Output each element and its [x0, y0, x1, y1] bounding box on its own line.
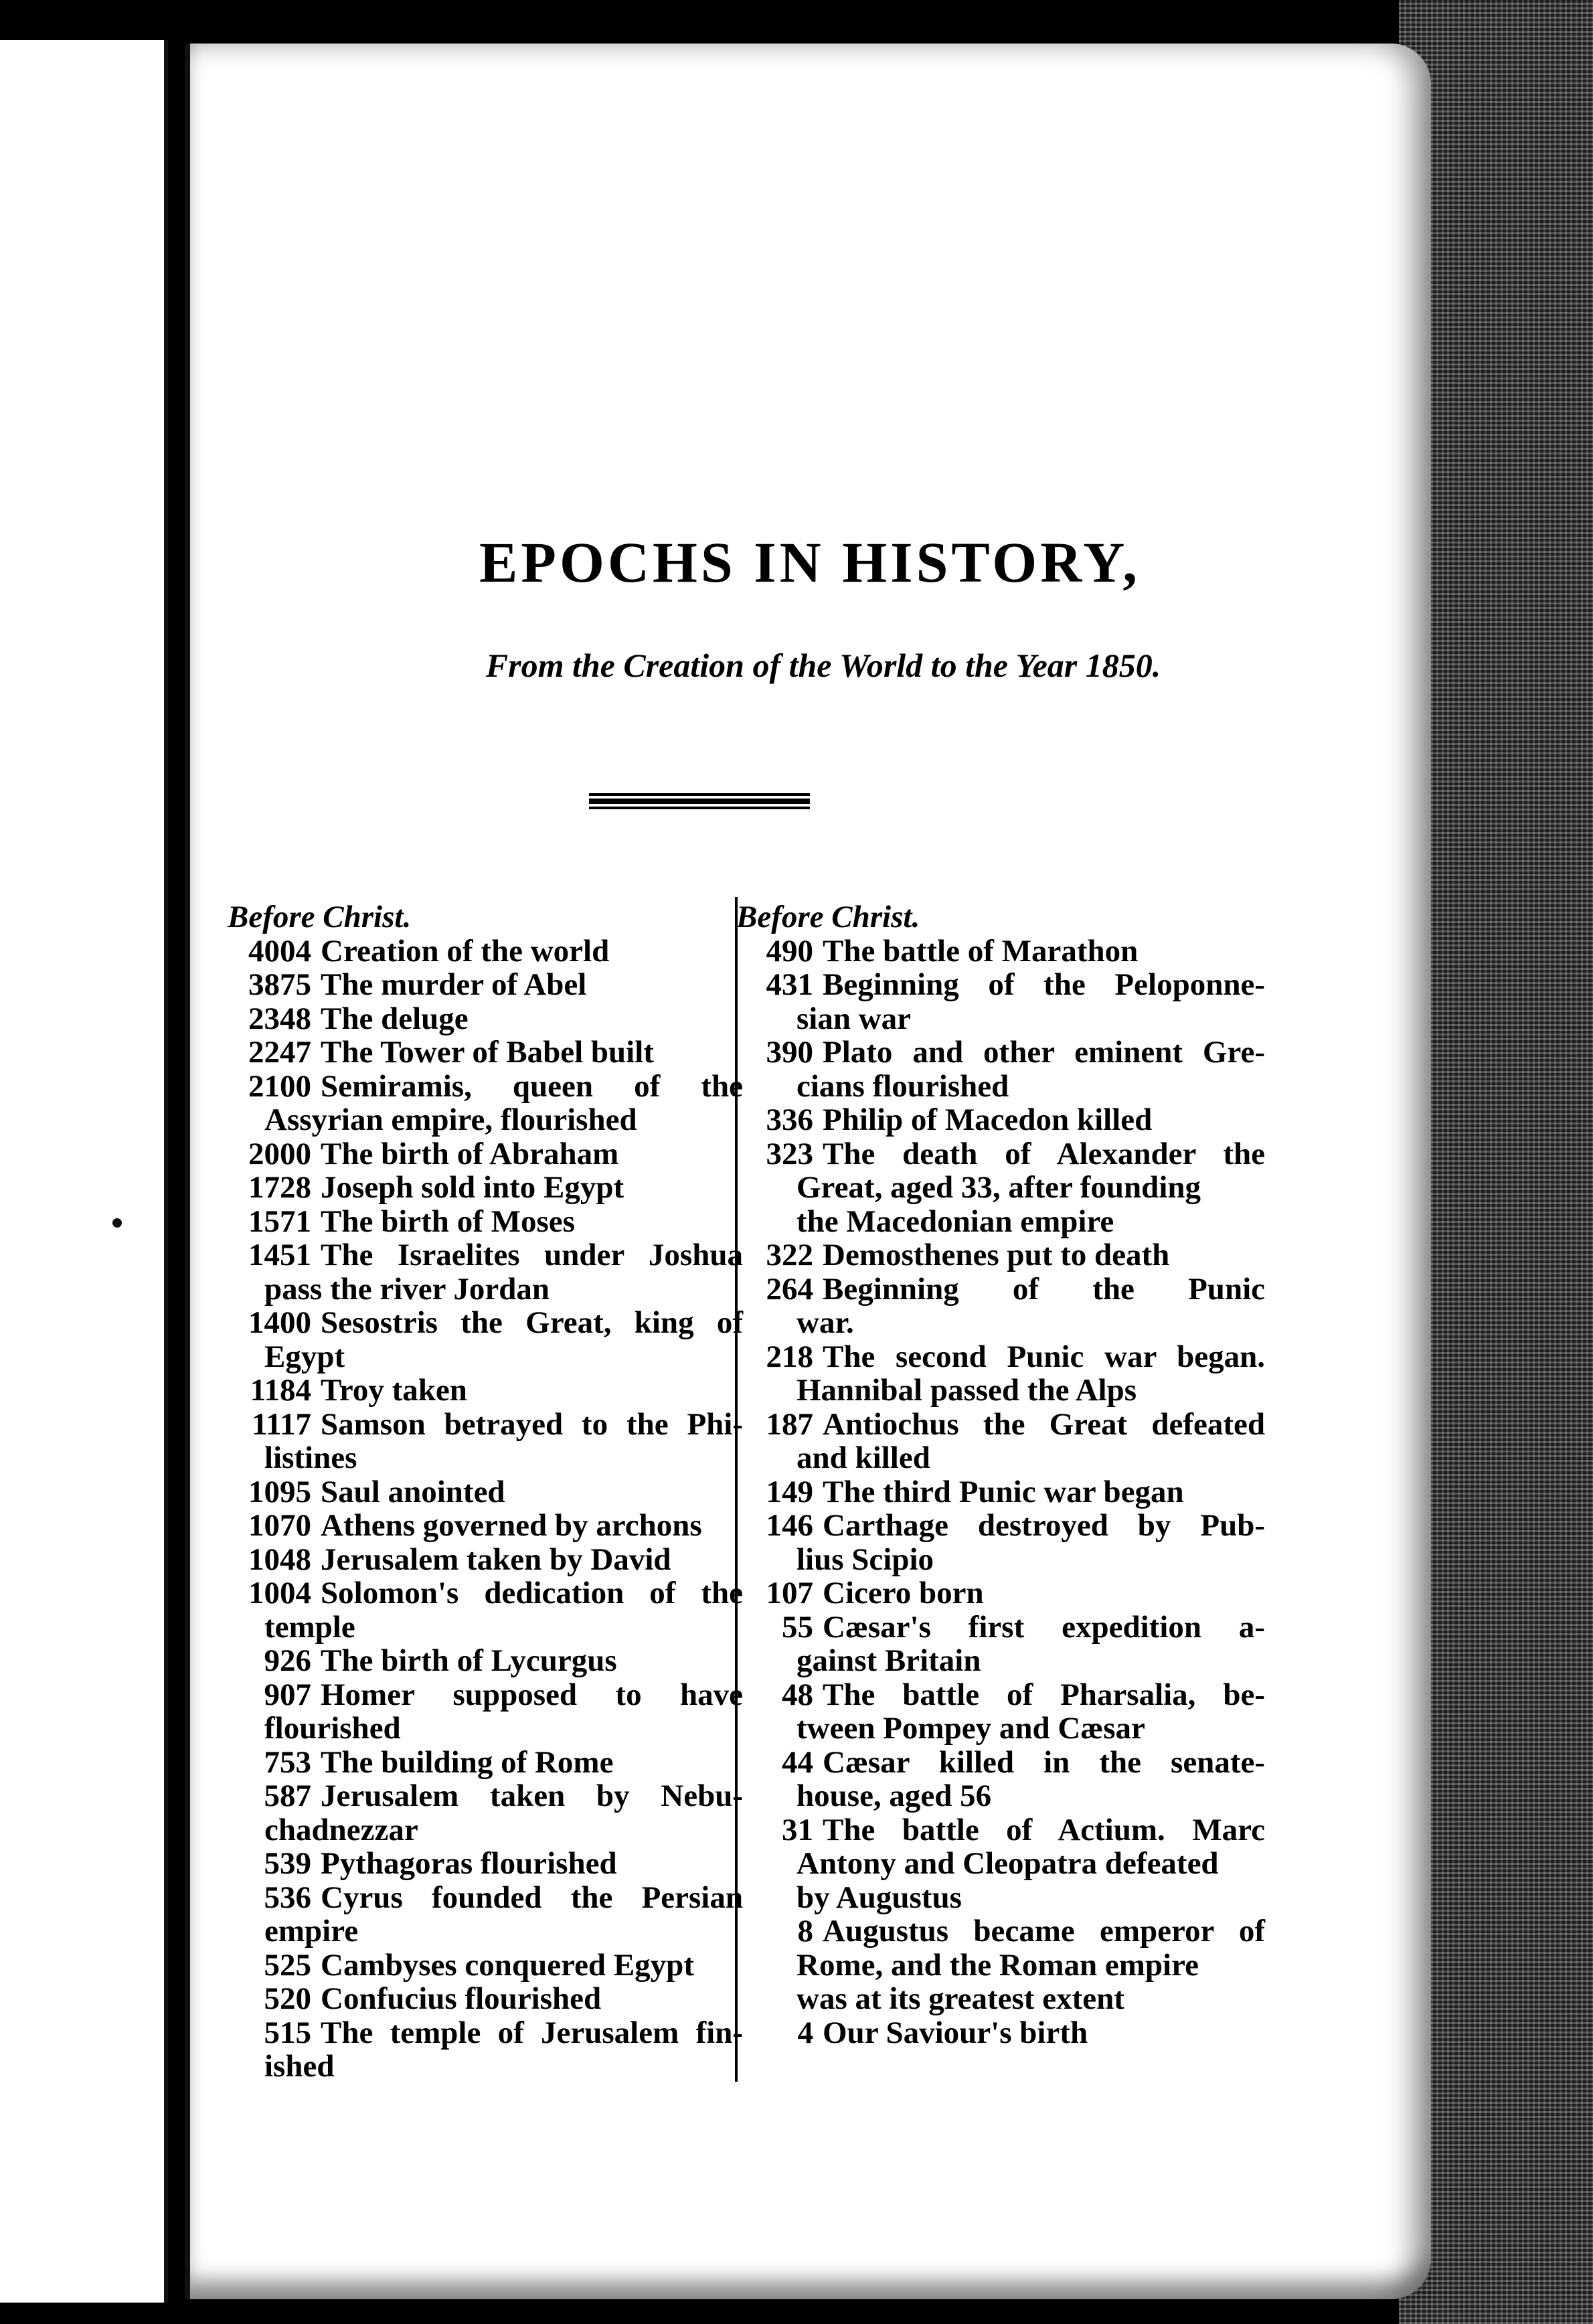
timeline-entry	[736, 1475, 1265, 1509]
entry-first-line	[736, 1340, 1265, 1374]
entry-year: 1004	[248, 1576, 311, 1610]
entry-text: Samson betrayed to the Phi-	[321, 1406, 743, 1442]
entry-year: 1070	[248, 1508, 311, 1543]
entry-year: 1048	[248, 1542, 311, 1577]
entry-first-line	[736, 1813, 1265, 1847]
timeline-entry	[228, 1137, 743, 1171]
entry-first-line	[228, 934, 743, 969]
entry-continuation: chadnezzar	[264, 1812, 418, 1847]
entry-year: 322	[766, 1238, 813, 1272]
entry-text: The temple of Jerusalem fin-	[321, 2015, 743, 2050]
timeline-entry	[228, 1205, 743, 1239]
entry-continuation: flourished	[264, 1711, 401, 1746]
timeline-entry	[228, 1306, 743, 1374]
entry-continuation: was at its greatest extent	[796, 1981, 1124, 2016]
entry-first-line	[228, 1035, 743, 1070]
timeline-entry	[736, 1137, 1265, 1239]
entry-text: Cicero born	[823, 1576, 984, 1610]
page-title: EPOCHS IN HISTORY,	[479, 530, 1141, 594]
entry-text: The battle of Actium. Marc	[823, 1812, 1265, 1847]
entry-first-line	[736, 1914, 1265, 1948]
entry-year: 1117	[252, 1406, 311, 1442]
timeline-entry	[736, 1576, 1265, 1610]
decorative-rule	[589, 793, 810, 811]
entry-continuation: Great, aged 33, after founding	[796, 1170, 1201, 1205]
entry-text: Saul anointed	[321, 1474, 505, 1509]
entry-text: Troy taken	[321, 1373, 467, 1408]
entry-text: The building of Rome	[321, 1744, 614, 1780]
entry-text: Pythagoras flourished	[321, 1846, 617, 1881]
entry-first-line	[228, 1238, 743, 1272]
entry-text: The Tower of Babel built	[321, 1035, 654, 1070]
entry-list	[228, 934, 743, 2084]
facing-page-edge	[0, 40, 168, 2303]
entry-text: Confucius flourished	[321, 1981, 602, 2016]
timeline-entry	[736, 1509, 1265, 1576]
timeline-entry	[228, 934, 743, 969]
entry-continuation: lius Scipio	[796, 1542, 934, 1577]
entry-text: Philip of Macedon killed	[823, 1102, 1153, 1137]
entry-continuation: and killed	[796, 1440, 930, 1475]
entry-first-line	[736, 1746, 1265, 1780]
entry-year: 2000	[248, 1136, 311, 1171]
timeline-entry	[228, 1881, 743, 1948]
entry-text: Cæsar killed in the senate-	[823, 1744, 1265, 1780]
entry-first-line	[736, 1576, 1265, 1610]
timeline-entry	[228, 1238, 743, 1306]
entry-first-line	[228, 1070, 743, 1104]
column-heading: Before Christ.	[228, 900, 412, 934]
entry-year: 515	[264, 2015, 311, 2050]
timeline-entry	[736, 1272, 1265, 1340]
entry-year: 520	[264, 1981, 311, 2016]
entry-year: 1728	[248, 1170, 311, 1205]
entry-year: 146	[766, 1508, 813, 1543]
entry-text: Cambyses conquered Egypt	[321, 1947, 694, 1983]
entry-continuation: pass the river Jordan	[264, 1271, 550, 1307]
entry-text: The second Punic war began.	[823, 1339, 1265, 1374]
entry-continuation: listines	[264, 1440, 357, 1475]
entry-first-line	[228, 1576, 743, 1610]
entry-year: 390	[766, 1035, 813, 1070]
entry-year: 926	[264, 1643, 311, 1678]
entry-year: 1095	[248, 1474, 311, 1509]
timeline-entry	[228, 1948, 743, 1983]
timeline-entry	[736, 1610, 1265, 1678]
entry-year: 431	[766, 967, 813, 1002]
entry-year: 8	[797, 1914, 813, 1948]
ink-speck	[112, 1218, 122, 1228]
entry-continuation: temple	[264, 1609, 355, 1645]
entry-first-line	[736, 1678, 1265, 1712]
entry-year: 539	[264, 1846, 311, 1881]
entry-text: The birth of Moses	[321, 1204, 575, 1239]
entry-first-line	[736, 1408, 1265, 1442]
page-gutter-line	[185, 44, 190, 2299]
entry-year: 536	[264, 1880, 311, 1915]
column-heading: Before Christ.	[736, 900, 920, 934]
entry-first-line	[736, 1509, 1265, 1543]
entry-first-line	[228, 1171, 743, 1205]
entry-first-line	[228, 1002, 743, 1036]
timeline-entry	[228, 1035, 743, 1070]
entry-text: Beginning of the Peloponne-	[823, 967, 1265, 1002]
entry-year: 2100	[248, 1068, 311, 1104]
entry-first-line	[228, 1847, 743, 1881]
entry-continuation: war.	[796, 1305, 854, 1340]
entry-first-line	[736, 968, 1265, 1002]
entry-first-line	[228, 1746, 743, 1780]
entry-continuation: by Augustus	[796, 1880, 962, 1915]
entry-list	[736, 934, 1265, 2050]
entry-continuation: ished	[264, 2049, 335, 2084]
timeline-entry	[228, 1475, 743, 1509]
timeline-entry	[228, 1779, 743, 1847]
entry-text: Plato and other eminent Gre-	[823, 1035, 1265, 1070]
entry-first-line	[228, 1678, 743, 1712]
entry-year: 907	[264, 1677, 311, 1712]
entry-text: The deluge	[321, 1001, 469, 1036]
entry-text: Our Saviour's birth	[823, 2015, 1088, 2050]
entry-year: 2348	[248, 1001, 311, 1036]
entry-first-line	[228, 1543, 743, 1577]
entry-year: 264	[766, 1271, 813, 1307]
timeline-entry	[228, 1847, 743, 1881]
timeline-entry	[228, 1543, 743, 1577]
entry-first-line	[736, 1610, 1265, 1645]
entry-year: 1400	[248, 1305, 311, 1340]
timeline-entry	[736, 934, 1265, 969]
entry-text: Solomon's dedication of the	[321, 1576, 743, 1610]
entry-text: Demosthenes put to death	[823, 1238, 1170, 1272]
entry-first-line	[228, 1644, 743, 1678]
timeline-entry	[228, 1982, 743, 2016]
entry-text: The third Punic war began	[823, 1474, 1184, 1509]
entry-text: Beginning of the Punic	[823, 1271, 1265, 1307]
entry-year: 753	[264, 1744, 311, 1780]
entry-text: Jerusalem taken by David	[321, 1542, 671, 1577]
entry-first-line	[228, 1205, 743, 1239]
entry-text: Semiramis, queen of the	[321, 1068, 743, 1104]
entry-text: Athens governed by archons	[321, 1508, 702, 1543]
entry-year: 490	[766, 933, 813, 969]
timeline-entry	[736, 1035, 1265, 1103]
timeline-entry	[228, 1746, 743, 1780]
entry-year: 31	[782, 1812, 813, 1847]
entry-text: Sesostris the Great, king of	[321, 1305, 743, 1340]
timeline-entry	[228, 1408, 743, 1475]
timeline-entry	[736, 1678, 1265, 1746]
entry-year: 525	[264, 1947, 311, 1983]
entry-text: Creation of the world	[321, 933, 610, 969]
entry-text: The battle of Pharsalia, be-	[823, 1677, 1265, 1712]
timeline-entry	[736, 1408, 1265, 1475]
timeline-entry	[228, 1070, 743, 1137]
timeline-entry	[736, 1238, 1265, 1272]
timeline-entry	[228, 1644, 743, 1678]
entry-first-line	[228, 1779, 743, 1813]
entry-year: 218	[766, 1339, 813, 1374]
page-subtitle: From the Creation of the World to the Year 1850.	[485, 647, 1161, 684]
entry-text: The birth of Abraham	[321, 1136, 619, 1171]
entry-continuation: Antony and Cleopatra defeated	[796, 1846, 1219, 1881]
entry-first-line	[228, 1374, 743, 1408]
timeline-entry	[228, 2016, 743, 2084]
entry-year: 3875	[248, 967, 311, 1002]
timeline-entry	[736, 1103, 1265, 1137]
entry-first-line	[228, 1982, 743, 2016]
timeline-entry	[228, 1171, 743, 1205]
entry-year: 587	[264, 1778, 311, 1813]
entry-continuation: tween Pompey and Cæsar	[796, 1711, 1145, 1746]
timeline-entry	[736, 2016, 1265, 2050]
entry-text: Antiochus the Great defeated	[823, 1406, 1265, 1442]
entry-text: The Israelites under Joshua	[321, 1238, 743, 1272]
entry-text: Joseph sold into Egypt	[321, 1170, 624, 1205]
timeline-entry	[228, 1509, 743, 1543]
entry-first-line	[228, 1408, 743, 1442]
entry-text: The murder of Abel	[321, 967, 587, 1002]
entry-first-line	[736, 1272, 1265, 1307]
entry-first-line	[736, 2016, 1265, 2050]
entry-first-line	[228, 968, 743, 1002]
entry-text: Augustus became emperor of	[823, 1914, 1265, 1948]
timeline-entry	[228, 1678, 743, 1746]
entry-first-line	[228, 1137, 743, 1171]
entry-continuation: gainst Britain	[796, 1643, 981, 1678]
entry-year: 1184	[250, 1373, 311, 1408]
entry-first-line	[736, 1137, 1265, 1171]
entry-continuation: the Macedonian empire	[796, 1204, 1114, 1239]
entry-first-line	[736, 1475, 1265, 1509]
entry-continuation: Assyrian empire, flourished	[264, 1102, 637, 1137]
entry-text: The birth of Lycurgus	[321, 1643, 617, 1678]
entry-year: 55	[782, 1609, 813, 1645]
entry-first-line	[228, 1306, 743, 1340]
entry-year: 187	[766, 1406, 813, 1442]
timeline-entry	[736, 1914, 1265, 2016]
timeline-entry	[228, 1374, 743, 1408]
entry-first-line	[228, 1881, 743, 1915]
entry-first-line	[228, 1509, 743, 1543]
entry-year: 48	[782, 1677, 813, 1712]
left-column	[228, 900, 743, 2084]
entry-continuation: house, aged 56	[796, 1778, 992, 1813]
timeline-entry	[736, 1813, 1265, 1915]
entry-year: 323	[766, 1136, 813, 1171]
entry-year: 107	[766, 1576, 813, 1610]
timeline-entry	[736, 1746, 1265, 1813]
entry-year: 336	[766, 1102, 813, 1137]
entry-year: 1571	[248, 1204, 311, 1239]
entry-year: 1451	[248, 1238, 311, 1272]
entry-year: 4	[797, 2015, 813, 2050]
right-column	[736, 900, 1265, 2050]
entry-first-line	[736, 934, 1265, 969]
timeline-entry	[228, 1576, 743, 1644]
entry-continuation: sian war	[796, 1001, 912, 1036]
entry-first-line	[736, 1035, 1265, 1070]
entry-continuation: Hannibal passed the Alps	[796, 1373, 1137, 1408]
entry-text: The battle of Marathon	[823, 933, 1139, 969]
entry-continuation: Egypt	[264, 1339, 345, 1374]
timeline-entry	[736, 968, 1265, 1035]
entry-text: Carthage destroyed by Pub-	[823, 1508, 1265, 1543]
entry-first-line	[228, 1948, 743, 1983]
timeline-entry	[228, 968, 743, 1002]
entry-continuation: empire	[264, 1914, 359, 1948]
entry-year: 44	[782, 1744, 813, 1780]
timeline-entry	[736, 1340, 1265, 1408]
entry-text: Homer supposed to have	[321, 1677, 743, 1712]
entry-text: Cæsar's first expedition a-	[823, 1609, 1265, 1645]
entry-text: Cyrus founded the Persian	[321, 1880, 743, 1915]
entry-continuation: cians flourished	[796, 1068, 1009, 1104]
entry-first-line	[228, 2016, 743, 2050]
entry-continuation: Rome, and the Roman empire	[796, 1947, 1199, 1983]
entry-first-line	[736, 1238, 1265, 1272]
entry-year: 149	[766, 1474, 813, 1509]
entry-first-line	[736, 1103, 1265, 1137]
entry-first-line	[228, 1475, 743, 1509]
entry-text: The death of Alexander the	[823, 1136, 1265, 1171]
entry-text: Jerusalem taken by Nebu-	[321, 1778, 743, 1813]
timeline-entry	[228, 1002, 743, 1036]
entry-year: 2247	[248, 1035, 311, 1070]
entry-year: 4004	[248, 933, 311, 969]
